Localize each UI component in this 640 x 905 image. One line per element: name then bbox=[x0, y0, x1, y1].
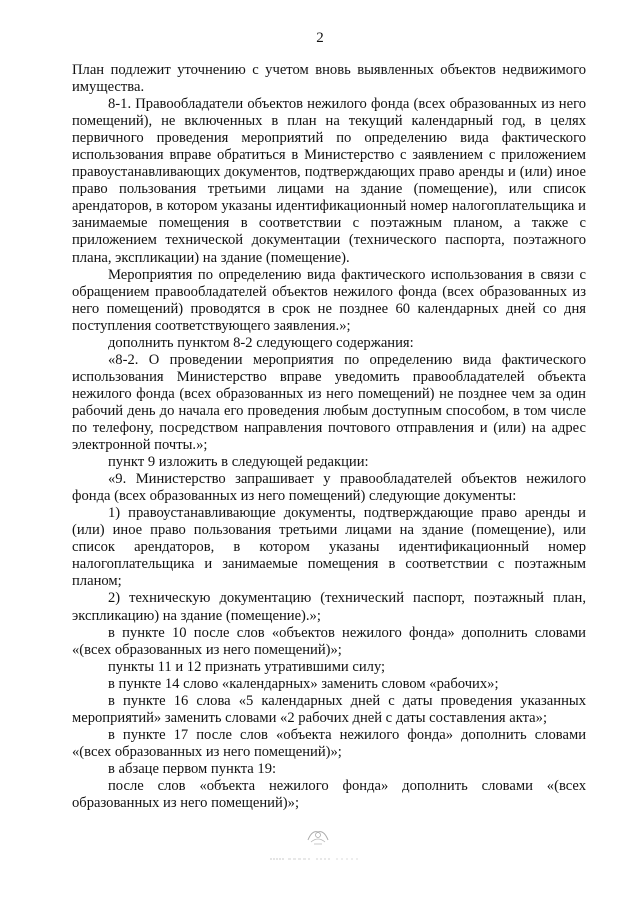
document-body bbox=[72, 62, 586, 812]
paragraph: в пункте 14 слово «календарных» заменить словом «рабочих»; bbox=[108, 675, 499, 692]
paragraph: пункты 11 и 12 признать утратившими силу; bbox=[108, 658, 386, 675]
paragraph: в пункте 10 после слов «объектов нежилого фонда» дополнить словами «(всех образованных из него помещений)»; bbox=[72, 624, 586, 658]
paragraph: в пункте 17 после слов «объекта нежилого фонда» дополнить словами «(всех образованных из него помещений)»; bbox=[72, 726, 586, 760]
paragraph: 8-1. Правообладатели объектов нежилого фонда (всех образованных из него помещений), не включенных в план на текущий календарный год, в целях первичного проведения мероприятий по определению вида фактического использования вправе обратиться в Министерство с заявлением с приложением правоустанавливающих документов, подтверждающих право аренды и (или) иное право пользования третьими лицами на здание (помещение), или список арендаторов, в котором указаны идентификационный номер налогоплательщика и занимаемые помещения в соответствии с поэтажным планом, а также с приложением технической документации (технического паспорта, поэтажного плана, экспликации) на здание (помещение). bbox=[72, 96, 586, 266]
paragraph: в пункте 16 слова «5 календарных дней с даты проведения указанных мероприятий» заменить словами «2 рабочих дней с даты составления акта»; bbox=[72, 692, 586, 726]
faint-scan-mark bbox=[270, 850, 360, 858]
paragraph: Мероприятия по определению вида фактического использования в связи с обращением правообладателей объектов нежилого фонда (всех образованных из него помещений) проводятся в срок не позднее 60 календарных дней со дня поступления соответствующего заявления.»; bbox=[72, 266, 586, 334]
paragraph: пункт 9 изложить в следующей редакции: bbox=[108, 454, 369, 471]
paragraph: «9. Министерство запрашивает у правообладателей объектов нежилого фонда (всех образованных из него помещений) следующие документы: bbox=[72, 471, 586, 505]
paragraph: «8-2. О проведении мероприятия по определению вида фактического использования Министерство вправе уведомить правообладателей объекта нежилого фонда (всех образованных из него помещений) не позднее чем за один рабочий день до начала его проведения любым доступным способом, в том числе по телефону, посредством направления почтового отправления и (или) на адрес электронной почты.»; bbox=[72, 351, 586, 454]
paragraph: в абзаце первом пункта 19: bbox=[108, 760, 277, 777]
paragraph: 1) правоустанавливающие документы, подтверждающие право аренды и (или) иное право пользования третьими лицами на здание (помещение), или список арендаторов, в котором указаны идентификационный номер налогоплательщика и занимаемые помещения в соответствии с поэтажным планом; bbox=[72, 505, 586, 590]
page-number: 2 bbox=[316, 30, 324, 46]
paragraph: после слов «объекта нежилого фонда» дополнить словами «(всех образованных из него помещений)»; bbox=[72, 777, 586, 812]
paragraph: План подлежит уточнению с учетом вновь выявленных объектов недвижимого имущества. bbox=[72, 62, 586, 96]
paragraph: дополнить пунктом 8-2 следующего содержания: bbox=[108, 334, 414, 351]
emblem-watermark-icon bbox=[304, 826, 332, 848]
paragraph: 2) техническую документацию (технический паспорт, поэтажный план, экспликацию) на здание (помещение).»; bbox=[72, 590, 586, 624]
